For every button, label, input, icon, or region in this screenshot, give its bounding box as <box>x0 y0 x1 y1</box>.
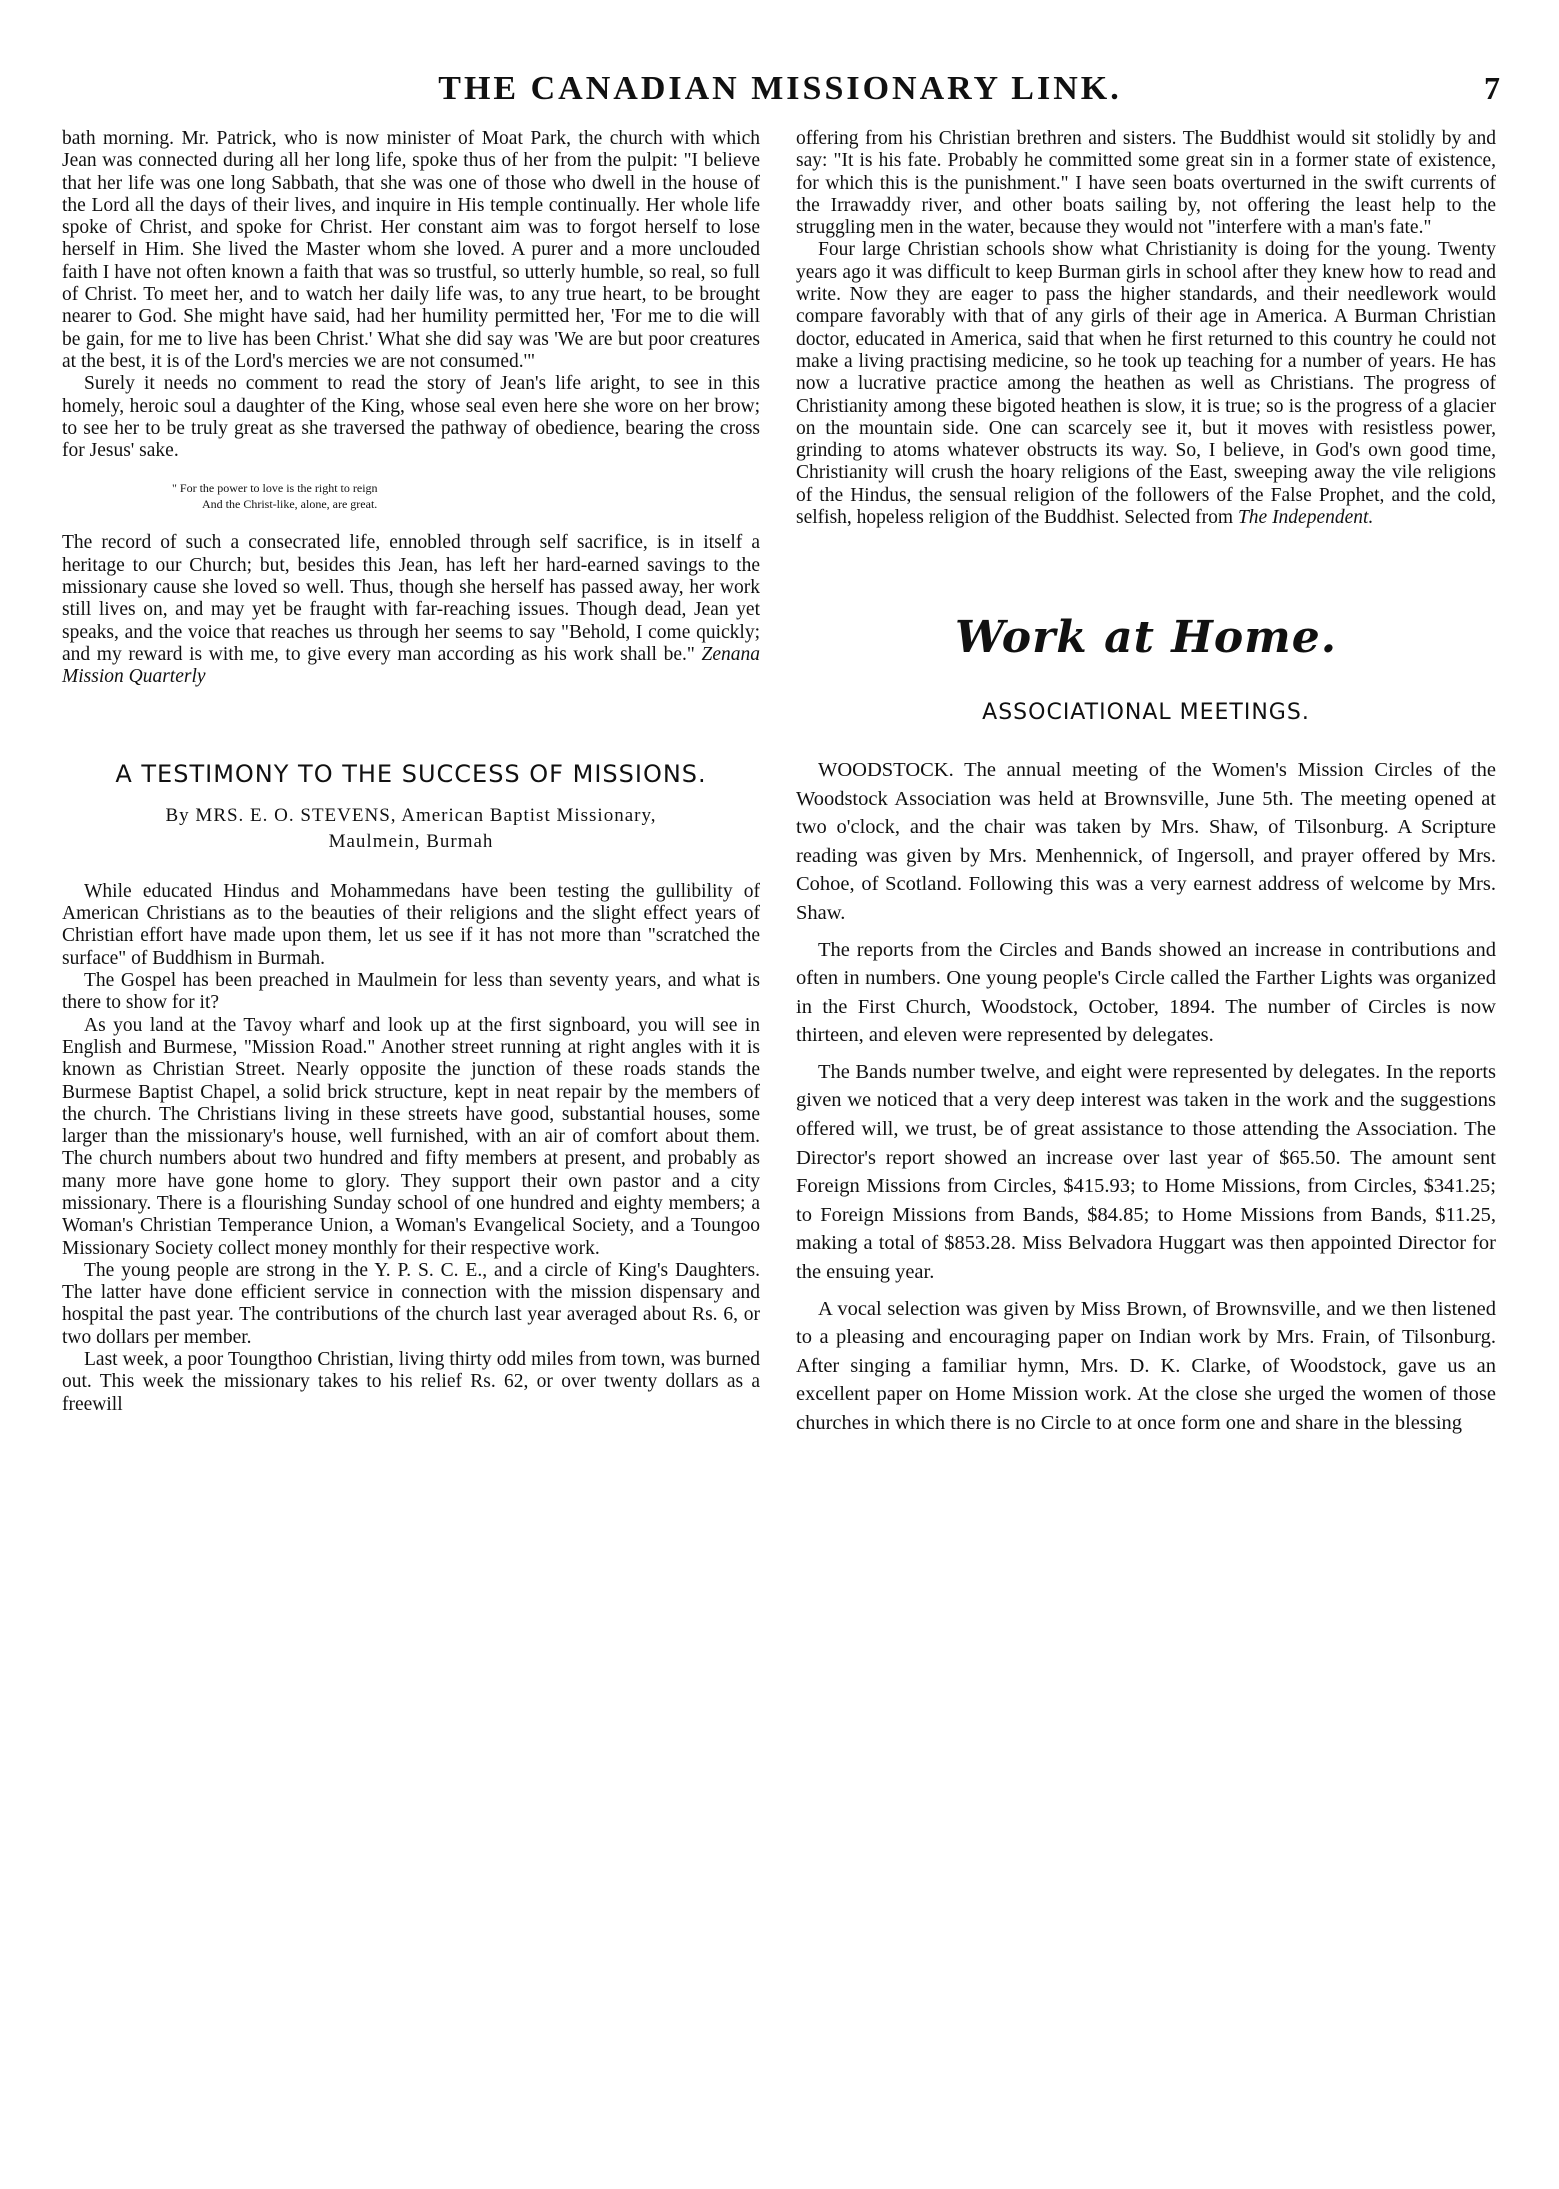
article-paragraph: While educated Hindus and Mohammedans have been testing the gullibility of American Christians as to the beauties of their religions and the slight effect years of Christian effort have made upon them, let us see if it has not more than "scratched the surface" of Buddhism in Burmah. <box>62 880 760 969</box>
article-paragraph: As you land at the Tavoy wharf and look up at the first signboard, you will see in English and Burmese, "Mission Road." Another street running at right angles with it is known as Christian Street. Nearly opposite the junction of these roads stands the Burmese Baptist Chapel, a solid brick structure, kept in neat repair by the members of the church. The Christians living in these streets have good, substantial houses, some larger than the missionary's house, well furnished, with an air of comfort about them. The church numbers about two hundred and fifty members at present, and probably as many more have gone home to glory. They support their own pastor and a city missionary. There is a flourishing Sunday school of one hundred and eighty members; a Woman's Christian Temperance Union, a Woman's Evangelical Society, and a Toungoo Missionary Society collect money monthly for their respective work. <box>62 1014 760 1259</box>
article-title: A TESTIMONY TO THE SUCCESS OF MISSIONS. <box>115 759 707 788</box>
selected-source: The Independent. <box>1237 507 1374 529</box>
right-column <box>796 128 1496 1446</box>
page-header <box>60 70 1500 110</box>
continuation-paragraph: bath morning. Mr. Patrick, who is now minister of Moat Park, the church with which Jean was connected during all her long life, spoke thus of her from the pulpit: "I believe that her life was one long Sabbath, that she was one of those who dwell in the house of the Lord all the days of their lives, and inquire in His temple continually. Her whole life spoke of Christ, and spoke for Christ. Her constant aim was to forgot herself to lose herself in Him. She lived the Master whom she loved. A purer and a more unclouded faith I have not often known a faith that was so trustful, so utterly humble, so real, so full of Christ. To meet her, and to watch her daily life was, to any true heart, to be brought nearer to God. She might have said, had her humility permitted her, 'For me to die will be gain, for me to live has been Christ.' What she did say was 'We are but poor creatures at the best, it is of the Lord's mercies we are not consumed.'" <box>62 128 760 372</box>
meeting-report <box>796 756 1496 1438</box>
section-heading: Work at Home. <box>954 612 1338 664</box>
meeting-paragraph: WOODSTOCK. The annual meeting of the Women's Mission Circles of the Woodstock Association was held at Brownsville, June 5th. The meeting opened at two o'clock, and the chair was taken by Mrs. Shaw, of Tilsonburg. A Scripture reading was given by Mrs. Menhennick, of Ingersoll, and prayer offered by Mrs. Cohoe, of Scotland. Following this was a very earnest address of welcome by Mrs. Shaw. <box>796 758 1496 924</box>
meeting-paragraph: The Bands number twelve, and eight were represented by delegates. In the reports given we noticed that a very deep interest was taken in the work and the suggestions offered will, we trust, be of great assistance to those attending the Association. The Director's report showed an increase over last year of $65.50. The amount sent Foreign Missions from Circles, $415.93; to Home Missions, from Circles, $341.25; to Foreign Missions from Bands, $84.85; to Home Missions from Bands, $11.25, making a total of $853.28. Miss Belvadora Huggart was then appointed Director for the ensuing year. <box>796 1060 1496 1284</box>
continuation-paragraph: offering from his Christian brethren and sisters. The Buddhist would sit stolidly by and say: "It is his fate. Probably he committed some great sin in a former state of existence, for which this is the punishment." I have seen boats overturned in the swift currents of the Irrawaddy river, and other boats sailing by, not offering the least help to the struggling men in the water, because they would not "interfere with a man's fate." <box>796 128 1496 239</box>
closing-text: The record of such a consecrated life, ennobled through self sacrifice, is in itself a heritage to our Church; but, besides this Jean, has left her hard-earned savings to the missionary cause she loved so well. Thus, though she herself has passed away, her work still lives on, and may yet be fraught with far-reaching issues. Though dead, Jean yet speaks, and the voice that reaches us through her seems to say "Behold, I come quickly; and my reward is with me, to give every man according as his work shall be." <box>62 532 760 665</box>
byline-line: Maulmein, Burmah <box>328 830 494 852</box>
closing-paragraph <box>62 532 760 688</box>
poem-line: " For the power to love is the right to reign <box>172 481 378 496</box>
poem-quote <box>172 480 760 512</box>
article-paragraph: The Gospel has been preached in Maulmein for less than seventy years, and what is there to show for it? <box>62 970 760 1014</box>
left-column <box>62 128 760 1416</box>
continuation-paragraph: Surely it needs no comment to read the story of Jean's life aright, to see in this homely, heroic soul a daughter of the King, whose seal even here she wore on her brow; to see her to be truly great as she traversed the pathway of obedience, bearing the cross for Jesus' sake. <box>62 373 760 462</box>
running-title: THE CANADIAN MISSIONARY LINK. <box>438 70 1122 107</box>
selected-prefix: Selected from <box>1124 507 1234 529</box>
continuation-text: Four large Christian schools show what Christianity is doing for the young. Twenty years ago it was difficult to keep Burman girls in school after they knew how to read and write. Now they are eager to pass the higher standards, and their needlework would compare favorably with that of any girls of their age in America. A Burman Christian doctor, educated in America, said that when he first returned to this country he could not make a living practising medicine, so he took up teaching for a number of years. He has now a lucrative practice among the heathen as well as Christians. The progress of Christianity among these bigoted heathen is slow, it is true; so is the progress of a glacier on the mountain side. One can scarcely see it, but it moves with resistless power, grinding to atoms whatever obstructs its way. So, I believe, in God's own good time, Christianity will crush the hoary religions of the East, sweeping away the vile religions of the Hindus, the sensual religion of the followers of the False Prophet, and the cold, selfish, hopeless religion of the Buddhist. <box>796 239 1496 529</box>
subheading: ASSOCIATIONAL MEETINGS. <box>982 699 1310 725</box>
meeting-paragraph: A vocal selection was given by Miss Brown, of Brownsville, and we then listened to a pleasing and encouraging paper on Indian work by Mrs. Frain, of Tilsonburg. After singing a familiar hymn, Mrs. D. K. Clarke, of Woodstock, gave us an excellent paper on Home Mission work. At the close she urged the women of those churches in which there is no Circle to at once form one and share in the blessing <box>796 1297 1496 1434</box>
page-number: 7 <box>1484 70 1500 106</box>
closing-source: Zenana Mission Quarterly <box>62 643 761 688</box>
continuation-paragraph <box>796 239 1496 529</box>
byline-line: By MRS. E. O. STEVENS, American Baptist Missionary, <box>165 804 657 826</box>
meeting-paragraph: The reports from the Circles and Bands showed an increase in contributions and often in numbers. One young people's Circle called the Farther Lights was organized in the First Church, Woodstock, October, 1894. The number of Circles is now thirteen, and eleven were represented by delegates. <box>796 938 1496 1047</box>
article-byline <box>62 803 760 855</box>
article-paragraph: Last week, a poor Toungthoo Christian, living thirty odd miles from town, was burned out. This week the missionary takes to his relief Rs. 62, or over twenty dollars as a freewill <box>62 1349 760 1415</box>
article-paragraph: The young people are strong in the Y. P. S. C. E., and a circle of King's Daughters. The latter have done efficient service in connection with the mission dispensary and hospital the past year. The contributions of the church last year averaged about Rs. 6, or two dollars per member. <box>62 1259 760 1348</box>
poem-line: And the Christ-like, alone, are great. <box>202 497 378 512</box>
